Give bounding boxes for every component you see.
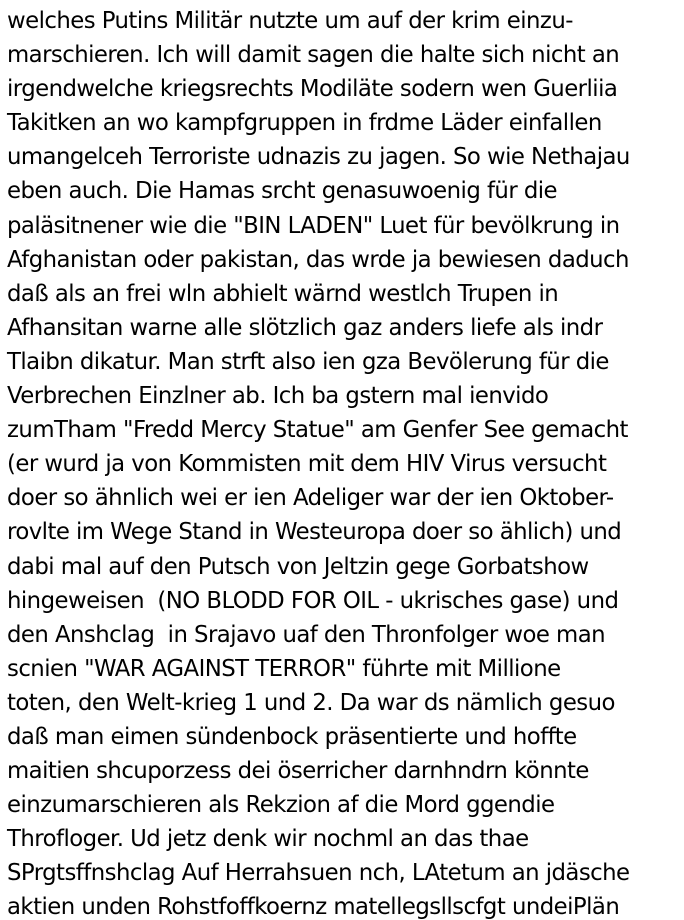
text-line: toten, den Welt-krieg 1 und 2. Da war ds nämlich gesuo (7, 689, 615, 716)
text-line: welches Putins Militär nutzte um auf der krim einzu- (7, 8, 573, 34)
text-line: rovlte im Wege Stand in Westeuropa doer so ählich) und (7, 519, 622, 546)
text-line: zumTham "Fredd Mercy Statue" am Genfer See gemacht (7, 417, 628, 444)
text-line: SPrgtsffnshclag Auf Herrahsuen nch, LAtetum an jdäsche (7, 860, 630, 887)
text-line: Takitken an wo kampfgruppen in frdme Läder einfallen (7, 110, 602, 137)
text-line: daß man eimen sündenbock präsentierte und hoffte (7, 723, 577, 750)
text-line: scnien "WAR AGAINST TERROR" führte mit Millione (7, 655, 561, 682)
text-line: eben auch. Die Hamas srcht genasuwoenig für die (7, 178, 558, 205)
text-line: irgendwelche kriegsrechts Modiläte sodern wen Guerliia (7, 76, 618, 103)
text-line: Tlaibn dikatur. Man strft also ien gza Bevölerung für die (7, 348, 609, 375)
text-line: (er wurd ja von Kommisten mit dem HIV Virus versucht (7, 451, 607, 478)
text-line: doer so ähnlich wei er ien Adeliger war der ien Oktober- (7, 485, 614, 512)
text-line: umangelceh Terroriste udnazis zu jagen. So wie Nethajau (7, 144, 630, 171)
text-line: Afghanistan oder pakistan, das wrde ja bewiesen daduch (7, 246, 629, 273)
text-line: den Anshclag in Srajavo uaf den Thronfolger woe man (7, 621, 606, 648)
text-line: maitien shcuporzess dei öserricher darnhndrn könnte (7, 758, 589, 785)
text-line: Throfloger. Ud jetz denk wir nochml an das thae (7, 826, 529, 853)
text-line: aktien unden Rohstfoffkoernz matellegsllscfgt undeiPlän (7, 894, 620, 920)
text-line: Verbrechen Einzlner ab. Ich ba gstern mal ienvido (7, 383, 549, 410)
text-line: Afhansitan warne alle slötzlich gaz anders liefe als indr (7, 314, 603, 341)
text-line: daß als an frei wln abhielt wärnd westlch Trupen in (7, 280, 559, 307)
text-line: paläsitnener wie die "BIN LADEN" Luet für bevölkrung in (7, 212, 620, 239)
text-line: einzumarschieren als Rekzion af die Mord ggendie (7, 792, 555, 819)
text-line: dabi mal auf den Putsch von Jeltzin gege Gorbatshow (7, 553, 589, 580)
text-line: hingeweisen (NO BLODD FOR OIL - ukrisches gase) und (7, 587, 619, 614)
text-line: marschieren. Ich will damit sagen die halte sich nicht an (7, 42, 620, 69)
